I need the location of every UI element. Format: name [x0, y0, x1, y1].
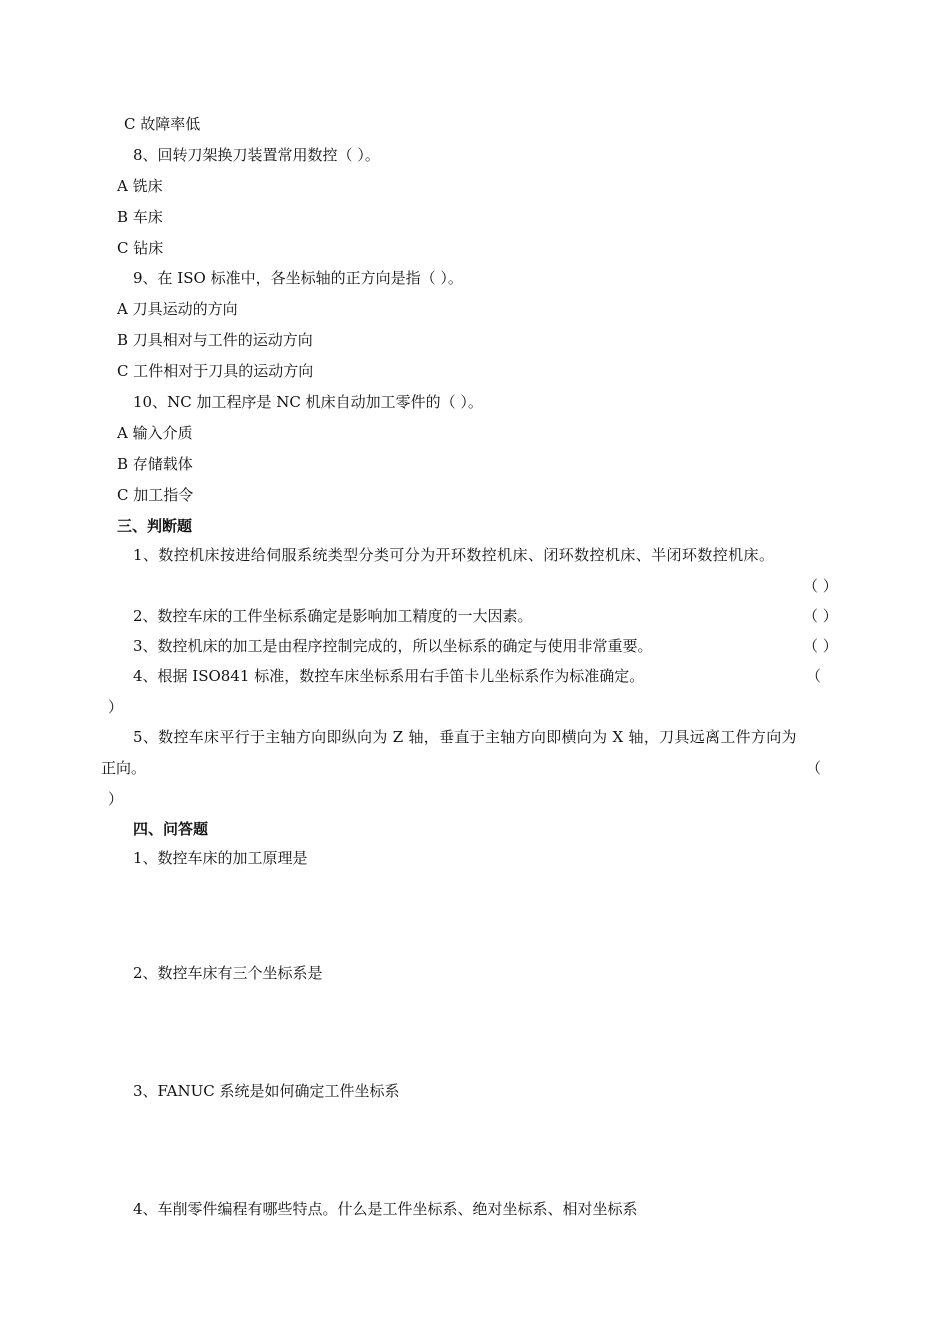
q9-option-a: A 刀具运动的方向 — [117, 300, 238, 318]
judgment-item-5-bracket-close: ） — [108, 790, 124, 808]
q8-stem: 8、回转刀架换刀装置常用数控（ ）。 — [133, 146, 380, 164]
judgment-item-1-bracket: （ ） — [803, 577, 838, 595]
q10-stem: 10、NC 加工程序是 NC 机床自动加工零件的（ ）。 — [133, 393, 483, 411]
qa-item-1: 1、数控车床的加工原理是 — [133, 849, 308, 867]
judgment-heading: 三、判断题 — [117, 517, 193, 535]
q10-option-a: A 输入介质 — [117, 424, 193, 442]
q8-option-c: C 钻床 — [117, 239, 164, 257]
judgment-item-4: 4、根据 ISO841 标准，数控车床坐标系用右手笛卡儿坐标系作为标准确定。 — [133, 667, 645, 685]
judgment-item-3: 3、数控机床的加工是由程序控制完成的，所以坐标系的确定与使用非常重要。 — [133, 637, 653, 655]
judgment-item-2: 2、数控车床的工件坐标系确定是影响加工精度的一大因素。 — [133, 607, 533, 625]
judgment-item-1: 1、数控机床按进给伺服系统类型分类可分为开环数控机床、闭环数控机床、半闭环数控机床。 — [133, 546, 775, 564]
q8-option-a: A 铣床 — [117, 177, 163, 195]
judgment-item-2-bracket: （ ） — [803, 607, 838, 625]
judgment-item-5-bracket-open: （ — [806, 759, 822, 777]
q7-option-c: C 故障率低 — [124, 115, 201, 133]
judgment-item-5-continuation: 正向。 — [101, 759, 147, 777]
qa-heading: 四、问答题 — [133, 820, 209, 838]
q10-option-b: B 存储载体 — [117, 455, 193, 473]
judgment-item-4-bracket-close: ） — [108, 698, 124, 716]
q9-option-c: C 工件相对于刀具的运动方向 — [117, 362, 314, 380]
qa-item-2: 2、数控车床有三个坐标系是 — [133, 964, 323, 982]
judgment-item-4-bracket-open: （ — [806, 667, 822, 685]
judgment-item-5: 5、数控车床平行于主轴方向即纵向为 Z 轴，垂直于主轴方向即横向为 X 轴，刀具远离工件方向为 — [133, 728, 797, 746]
qa-item-4: 4、车削零件编程有哪些特点。什么是工件坐标系、绝对坐标系、相对坐标系 — [133, 1200, 638, 1218]
judgment-item-3-bracket: （ ） — [803, 637, 838, 655]
q8-option-b: B 车床 — [117, 208, 163, 226]
q10-option-c: C 加工指令 — [117, 486, 194, 504]
q9-stem: 9、在 ISO 标准中，各坐标轴的正方向是指（ ）。 — [133, 269, 463, 287]
q9-option-b: B 刀具相对与工件的运动方向 — [117, 331, 313, 349]
qa-item-3: 3、FANUC 系统是如何确定工件坐标系 — [133, 1082, 400, 1100]
